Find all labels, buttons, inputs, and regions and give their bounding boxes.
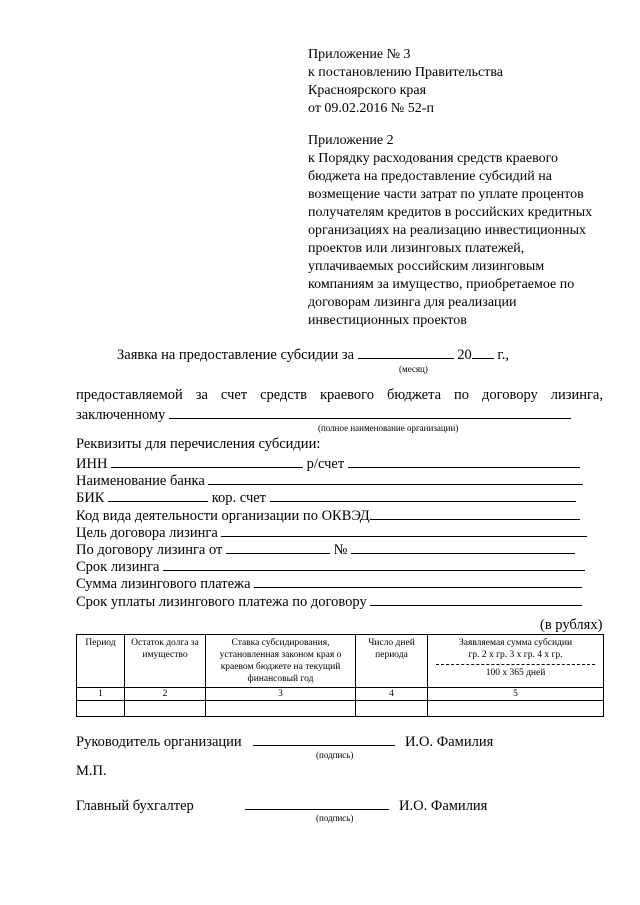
- currency-unit: (в рублях): [540, 617, 603, 633]
- appendix-2-line: организациях на реализацию инвестиционных: [308, 223, 586, 238]
- number-sign: №: [333, 542, 348, 558]
- purpose-label: Цель договора лизинга: [76, 525, 218, 541]
- contract-date-field[interactable]: [226, 540, 330, 554]
- appendix-3-line: от 09.02.2016 № 52-п: [308, 101, 434, 116]
- appendix-2-line: возмещение части затрат по уплате процентов: [308, 187, 584, 202]
- header-amount: [428, 635, 604, 688]
- column-number: 2: [125, 688, 206, 701]
- appendix-2-line: получателям кредитов в российских кредитных: [308, 205, 593, 220]
- amount-header-label: Заявляемая сумма субсидии: [458, 638, 573, 648]
- okved-label: Код вида деятельности организации по ОКВЭД: [76, 508, 370, 524]
- year-prefix: 20: [457, 347, 472, 363]
- appendix-3-line: Приложение № 3: [308, 47, 411, 62]
- table-header-row: [77, 635, 604, 688]
- accountant-signature-row: [76, 796, 487, 815]
- month-caption: (месяц): [399, 364, 428, 374]
- okved-field[interactable]: [370, 506, 580, 520]
- accountant-sign-caption: (подпись): [316, 813, 354, 823]
- table-cell[interactable]: [206, 701, 356, 717]
- account-field[interactable]: [348, 454, 580, 468]
- formula-numerator: гр. 2 х гр. 3 х гр. 4 х гр.: [468, 650, 563, 660]
- appendix-2-header: [308, 132, 592, 330]
- header-days: Число дней периода: [356, 635, 428, 688]
- amount-field[interactable]: [254, 574, 582, 588]
- corr-field[interactable]: [270, 488, 576, 502]
- appendix-3-line: Красноярского края: [308, 83, 427, 98]
- account-label: р/счет: [306, 456, 345, 472]
- column-number: 3: [206, 688, 356, 701]
- appendix-3-line: к постановлению Правительства: [308, 65, 504, 80]
- table-cell[interactable]: [125, 701, 206, 717]
- head-label: Руководитель организации: [76, 734, 242, 750]
- appendix-2-line: уплачиваемых российским лизинговым: [308, 259, 545, 274]
- table-row: [77, 688, 604, 701]
- month-field[interactable]: [358, 345, 454, 359]
- accountant-label: Главный бухгалтер: [76, 798, 194, 814]
- appendix-2-line: договорам лизинга для реализации: [308, 295, 517, 310]
- org-caption: (полное наименование организации): [318, 423, 459, 433]
- concluded-label: заключенному: [76, 407, 166, 423]
- subsidy-table: [76, 634, 604, 717]
- header-rate: Ставка субсидирования, установленная законом края о краевом бюджете на текущий финансовый год: [206, 635, 356, 688]
- table-row: [77, 701, 604, 717]
- header-debt: Остаток долга за имущество: [125, 635, 206, 688]
- column-number: 5: [428, 688, 604, 701]
- formula-denominator: 100 х 365 дней: [485, 668, 546, 678]
- appendix-2-line: инвестиционных проектов: [308, 313, 467, 328]
- fraction-divider: [436, 664, 595, 665]
- bank-label: Наименование банка: [76, 473, 205, 489]
- head-name: И.О. Фамилия: [404, 734, 494, 750]
- amount-label: Сумма лизингового платежа: [76, 576, 251, 592]
- contract-label: По договору лизинга от: [76, 542, 223, 558]
- purpose-field[interactable]: [221, 523, 587, 537]
- appendix-2-line: проектов или лизинговых платежей,: [308, 241, 525, 256]
- pay-term-field[interactable]: [370, 592, 582, 606]
- accountant-name: И.О. Фамилия: [399, 798, 488, 814]
- bank-field[interactable]: [208, 471, 583, 485]
- column-number: 4: [356, 688, 428, 701]
- term-label: Срок лизинга: [76, 559, 160, 575]
- head-signature-field[interactable]: [253, 732, 395, 746]
- organization-field[interactable]: [169, 405, 571, 419]
- accountant-signature-field[interactable]: [245, 796, 389, 810]
- appendix-3-header: [308, 46, 503, 118]
- head-signature-row: [76, 732, 493, 751]
- inn-field[interactable]: [111, 454, 303, 468]
- appendix-2-line: к Порядку расходования средств краевого: [308, 151, 559, 166]
- requisites-heading: Реквизиты для перечисления субсидии:: [76, 436, 321, 452]
- corr-label: кор. счет: [211, 490, 267, 506]
- year-suffix: г.,: [497, 347, 509, 363]
- bik-field[interactable]: [108, 488, 208, 502]
- appendix-2-line: Приложение 2: [308, 133, 394, 148]
- inn-label: ИНН: [76, 456, 108, 472]
- title-prefix: Заявка на предоставление субсидии за: [117, 347, 355, 363]
- header-period: Период: [77, 635, 125, 688]
- term-field[interactable]: [163, 557, 585, 571]
- pay-term-row: [76, 592, 582, 611]
- appendix-2-line: компаниям за имущество, приобретаемое по: [308, 277, 575, 292]
- table-cell[interactable]: [428, 701, 604, 717]
- bik-label: БИК: [76, 490, 105, 506]
- amount-row: [76, 574, 582, 593]
- stamp-label: М.П.: [76, 763, 107, 779]
- pay-term-label: Срок уплаты лизингового платежа по договору: [76, 594, 367, 610]
- column-number: 1: [77, 688, 125, 701]
- head-sign-caption: (подпись): [316, 750, 354, 760]
- table-cell[interactable]: [356, 701, 428, 717]
- concluded-row: [76, 405, 571, 424]
- table-cell[interactable]: [77, 701, 125, 717]
- appendix-2-line: бюджета на предоставление субсидий на: [308, 169, 552, 184]
- bik-row: [76, 488, 576, 507]
- year-field[interactable]: [472, 345, 494, 359]
- application-title: [117, 345, 509, 364]
- leasing-intro: предоставляемой за счет средств краевого бюджета по договору лизинга,: [76, 387, 603, 403]
- contract-number-field[interactable]: [351, 540, 575, 554]
